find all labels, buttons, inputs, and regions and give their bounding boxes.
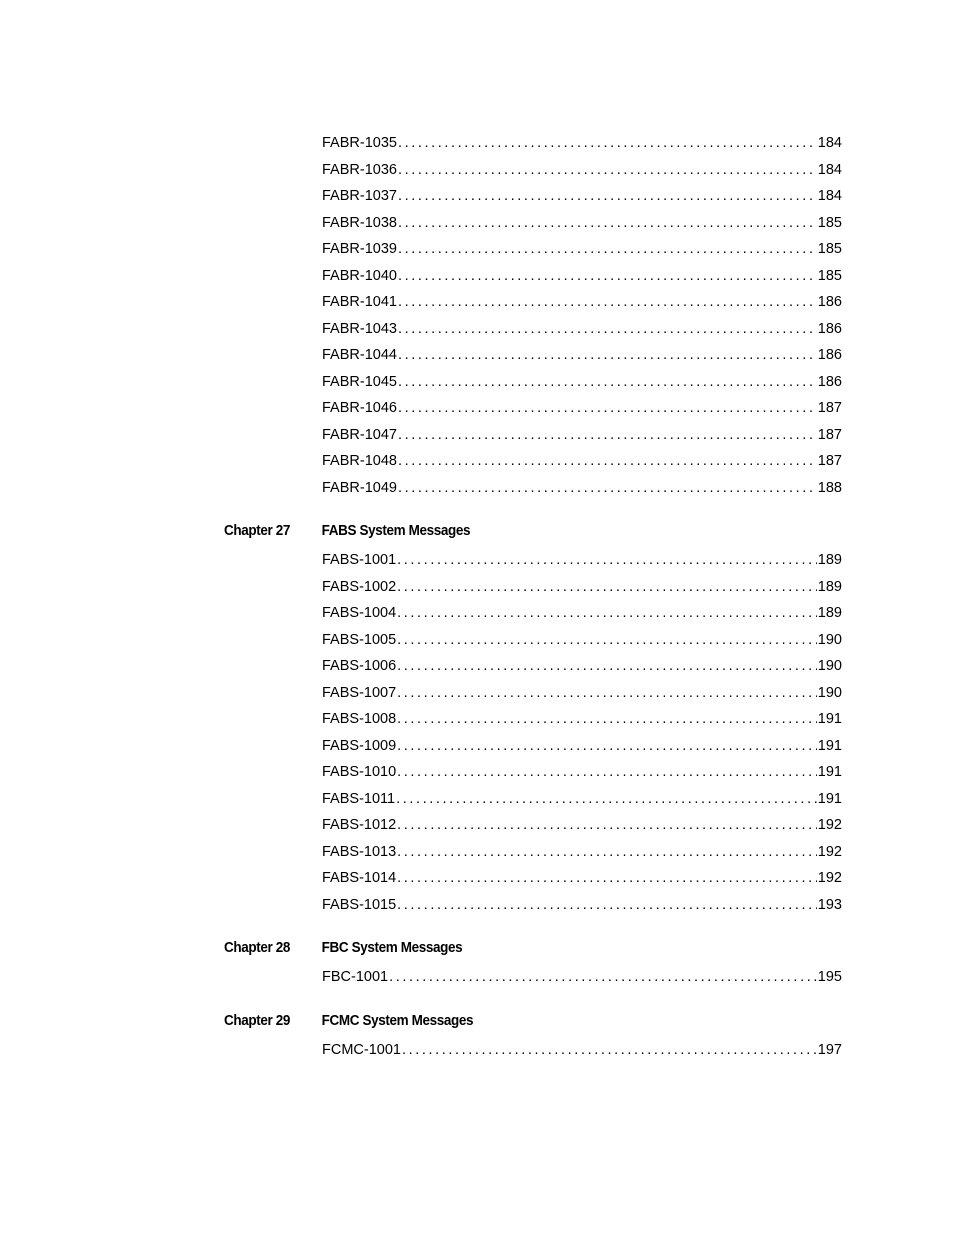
toc-entry-page-number: 192 xyxy=(817,843,842,860)
toc-entry[interactable] xyxy=(322,627,842,654)
toc-entry-page-number: 184 xyxy=(817,135,842,151)
dot-leader xyxy=(397,865,817,892)
dot-leader xyxy=(397,574,817,601)
toc-entry-label: FABR-1049 xyxy=(322,479,397,496)
dot-leader xyxy=(398,369,817,396)
toc-entry[interactable] xyxy=(322,759,842,786)
dot-leader xyxy=(389,964,817,991)
toc-entry[interactable] xyxy=(322,653,842,680)
toc-entry[interactable] xyxy=(322,395,842,422)
toc-entry[interactable] xyxy=(322,448,842,475)
dot-leader xyxy=(398,183,817,210)
toc-entry[interactable] xyxy=(322,289,842,316)
toc-entry-page-number: 193 xyxy=(817,896,842,913)
dot-leader xyxy=(397,547,817,574)
toc-entry[interactable] xyxy=(322,342,842,369)
toc-entry-list xyxy=(224,547,842,918)
toc-entry-page-number: 191 xyxy=(817,737,842,754)
toc-entry-label: FABS-1012 xyxy=(322,817,397,833)
toc-entry-page-number: 190 xyxy=(817,684,842,701)
toc-entry-label: FABS-1002 xyxy=(322,578,397,595)
toc-entry-page-number: 187 xyxy=(817,426,842,443)
toc-entry[interactable] xyxy=(322,1037,842,1064)
toc-entry[interactable] xyxy=(322,236,842,263)
dot-leader xyxy=(398,289,817,316)
toc-entry-label: FABS-1004 xyxy=(322,605,397,621)
toc-entry-page-number: 184 xyxy=(817,188,842,204)
toc-entry-page-number: 185 xyxy=(817,214,842,231)
toc-entry[interactable] xyxy=(322,157,842,184)
chapter-title[interactable]: FBC System Messages xyxy=(321,940,463,956)
dot-leader xyxy=(398,422,817,449)
dot-leader xyxy=(398,157,817,184)
toc-entry-label: FABS-1011 xyxy=(322,790,396,807)
dot-leader xyxy=(397,839,817,866)
toc-entry-label: FABS-1015 xyxy=(322,896,397,913)
chapter-title[interactable]: FCMC System Messages xyxy=(321,1012,474,1029)
toc-entry[interactable] xyxy=(322,733,842,760)
toc-entry[interactable] xyxy=(322,547,842,574)
dot-leader xyxy=(398,342,817,369)
dot-leader xyxy=(398,236,817,263)
toc-entry-page-number: 190 xyxy=(817,631,842,648)
toc-entry-page-number: 192 xyxy=(817,817,842,833)
toc-entry-page-number: 185 xyxy=(817,267,842,284)
toc-entry-list xyxy=(224,964,842,991)
dot-leader xyxy=(398,210,817,237)
dot-leader xyxy=(398,316,817,343)
toc-entry-label: FABS-1013 xyxy=(322,843,397,860)
table-of-contents xyxy=(224,130,842,1063)
toc-entry-label: FABS-1010 xyxy=(322,764,397,780)
toc-entry-page-number: 191 xyxy=(817,790,842,807)
dot-leader xyxy=(397,733,817,760)
dot-leader xyxy=(398,395,817,422)
toc-entry-list xyxy=(224,130,842,501)
toc-entry-page-number: 186 xyxy=(817,294,842,310)
toc-entry-label: FABR-1043 xyxy=(322,320,397,337)
toc-entry-label: FABR-1045 xyxy=(322,373,397,390)
toc-entry-label: FABR-1040 xyxy=(322,267,397,284)
chapter-heading xyxy=(224,518,799,544)
toc-entry-label: FABR-1035 xyxy=(322,135,397,151)
dot-leader xyxy=(396,786,817,813)
toc-entry-page-number: 186 xyxy=(817,373,842,390)
toc-entry-page-number: 187 xyxy=(817,453,842,469)
toc-entry[interactable] xyxy=(322,210,842,237)
toc-entry-label: FABR-1037 xyxy=(322,188,397,204)
toc-entry-label: FABS-1006 xyxy=(322,658,397,674)
chapter-number: Chapter 28 xyxy=(224,940,290,956)
toc-entry-label: FABS-1014 xyxy=(322,870,397,886)
toc-entry-page-number: 184 xyxy=(817,161,842,178)
chapter-number: Chapter 27 xyxy=(224,523,290,539)
toc-entry-label: FABS-1007 xyxy=(322,684,397,701)
toc-entry-page-number: 187 xyxy=(817,400,842,416)
toc-entry-page-number: 186 xyxy=(817,320,842,337)
dot-leader xyxy=(397,706,817,733)
toc-entry-label: FABR-1039 xyxy=(322,241,397,257)
toc-entry[interactable] xyxy=(322,786,842,813)
toc-entry-label: FABS-1001 xyxy=(322,552,397,568)
chapter-number: Chapter 29 xyxy=(224,1012,290,1029)
toc-entry-page-number: 189 xyxy=(817,578,842,595)
toc-entry-page-number: 191 xyxy=(817,711,842,727)
toc-entry[interactable] xyxy=(322,574,842,601)
toc-entry[interactable] xyxy=(322,706,842,733)
toc-entry-label: FABR-1038 xyxy=(322,214,397,231)
toc-entry-page-number: 186 xyxy=(817,347,842,363)
toc-entry[interactable] xyxy=(322,892,842,919)
chapter-heading xyxy=(224,1008,799,1034)
toc-entry-label: FBC-1001 xyxy=(322,969,389,985)
dot-leader xyxy=(398,448,817,475)
toc-entry-page-number: 190 xyxy=(817,658,842,674)
toc-entry-label: FCMC-1001 xyxy=(322,1041,401,1058)
toc-entry[interactable] xyxy=(322,316,842,343)
toc-entry-label: FABR-1046 xyxy=(322,400,397,416)
dot-leader xyxy=(397,627,817,654)
toc-entry-page-number: 195 xyxy=(817,969,842,985)
dot-leader xyxy=(398,475,817,502)
toc-entry-label: FABR-1036 xyxy=(322,161,397,178)
dot-leader xyxy=(402,1037,817,1064)
toc-entry-label: FABS-1009 xyxy=(322,737,397,754)
dot-leader xyxy=(397,600,817,627)
toc-entry-page-number: 189 xyxy=(817,552,842,568)
toc-entry[interactable] xyxy=(322,839,842,866)
dot-leader xyxy=(397,680,817,707)
dot-leader xyxy=(397,892,817,919)
dot-leader xyxy=(398,130,817,157)
dot-leader xyxy=(397,759,817,786)
toc-entry[interactable] xyxy=(322,422,842,449)
toc-entry[interactable] xyxy=(322,369,842,396)
toc-entry-label: FABR-1044 xyxy=(322,347,397,363)
toc-entry[interactable] xyxy=(322,812,842,839)
toc-entry-page-number: 189 xyxy=(817,605,842,621)
toc-entry[interactable] xyxy=(322,183,842,210)
toc-entry-page-number: 185 xyxy=(817,241,842,257)
toc-entry-label: FABR-1041 xyxy=(322,294,397,310)
toc-entry[interactable] xyxy=(322,475,842,502)
toc-entry[interactable] xyxy=(322,263,842,290)
dot-leader xyxy=(397,812,817,839)
toc-entry-page-number: 191 xyxy=(817,764,842,780)
toc-entry[interactable] xyxy=(322,964,842,991)
toc-entry[interactable] xyxy=(322,865,842,892)
toc-entry-label: FABR-1048 xyxy=(322,453,397,469)
toc-entry-page-number: 192 xyxy=(817,870,842,886)
toc-entry[interactable] xyxy=(322,600,842,627)
toc-entry-page-number: 197 xyxy=(817,1041,842,1058)
toc-entry-label: FABR-1047 xyxy=(322,426,397,443)
toc-entry-label: FABS-1005 xyxy=(322,631,397,648)
toc-entry-label: FABS-1008 xyxy=(322,711,397,727)
toc-entry-list xyxy=(224,1037,842,1064)
toc-entry-page-number: 188 xyxy=(817,479,842,496)
chapter-title[interactable]: FABS System Messages xyxy=(321,523,471,539)
toc-entry[interactable] xyxy=(322,680,842,707)
dot-leader xyxy=(397,653,817,680)
chapter-heading xyxy=(224,935,799,961)
dot-leader xyxy=(398,263,817,290)
toc-entry[interactable] xyxy=(322,130,842,157)
